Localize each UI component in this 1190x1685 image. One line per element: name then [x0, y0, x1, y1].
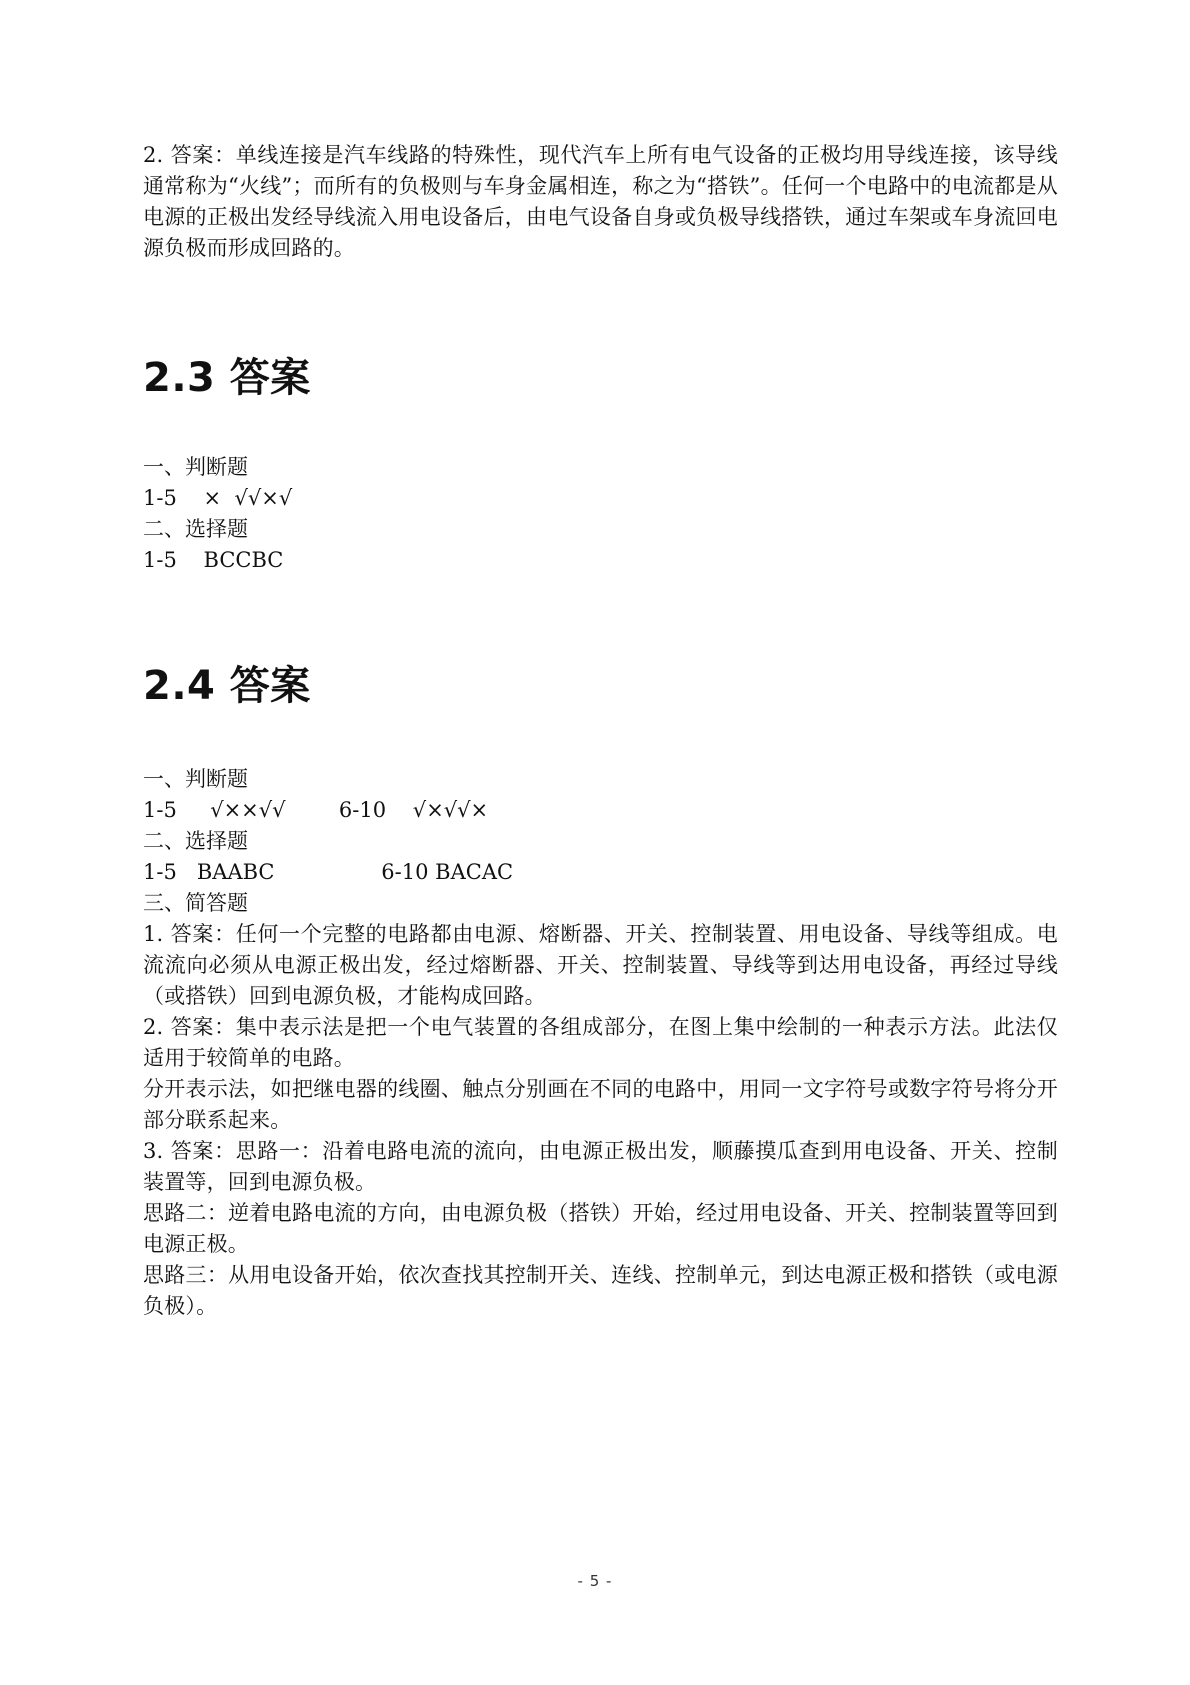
choice-answers: 1-5 BCCBC — [143, 548, 284, 572]
section-heading-2-3: 2.3 答案 — [143, 355, 311, 401]
choice-title: 二、选择题 — [143, 829, 248, 853]
answer-paragraph: 思路二：逆着电路电流的方向，由电源负极（搭铁）开始，经过用电设备、开关、控制装置等回到电源正极。 — [143, 1201, 1058, 1256]
choice-answers: 1-5 BAABC 6-10 BACAC — [143, 860, 514, 884]
section-2-4-body — [143, 764, 1058, 1322]
judgment-answers: 1-5 √××√√ 6-10 √×√√× — [143, 798, 489, 822]
intro-paragraph: 2. 答案：单线连接是汽车线路的特殊性，现代汽车上所有电气设备的正极均用导线连接，该导线通常称为“火线”；而所有的负极则与车身金属相连，称之为“搭铁”。任何一个电路中的电流都是从电源的正极出发经导线流入用电设备后，由电气设备自身或负极导线搭铁，通过车架或车身流回电源负极而形成回路的。 — [143, 143, 1058, 260]
judgment-title: 一、判断题 — [143, 767, 248, 791]
answer-paragraph: 思路三：从用电设备开始，依次查找其控制开关、连线、控制单元，到达电源正极和搭铁（或电源负极）。 — [143, 1263, 1058, 1318]
section-heading-2-4: 2.4 答案 — [143, 663, 311, 709]
document-page — [143, 140, 1058, 1322]
short-answer-title: 三、简答题 — [143, 891, 248, 915]
judgment-title: 一、判断题 — [143, 455, 248, 479]
answer-paragraph: 1. 答案：任何一个完整的电路都由电源、熔断器、开关、控制装置、用电设备、导线等组成。电流流向必须从电源正极出发，经过熔断器、开关、控制装置、导线等到达用电设备，再经过导线（或搭铁）回到电源负极，才能构成回路。 — [143, 922, 1058, 1008]
choice-title: 二、选择题 — [143, 517, 248, 541]
page-footer — [0, 1572, 1190, 1590]
answer-paragraph: 3. 答案：思路一：沿着电路电流的流向，由电源正极出发，顺藤摸瓜查到用电设备、开关、控制装置等，回到电源负极。 — [143, 1139, 1058, 1194]
answer-paragraph: 2. 答案：集中表示法是把一个电气装置的各组成部分，在图上集中绘制的一种表示方法。此法仅适用于较简单的电路。 — [143, 1015, 1058, 1070]
page-number: - 5 - — [577, 1572, 613, 1590]
section-2-3-body — [143, 452, 1058, 576]
answer-paragraph: 分开表示法，如把继电器的线圈、触点分别画在不同的电路中，用同一文字符号或数字符号将分开部分联系起来。 — [143, 1077, 1058, 1132]
judgment-answers: 1-5 × √√×√ — [143, 486, 293, 510]
